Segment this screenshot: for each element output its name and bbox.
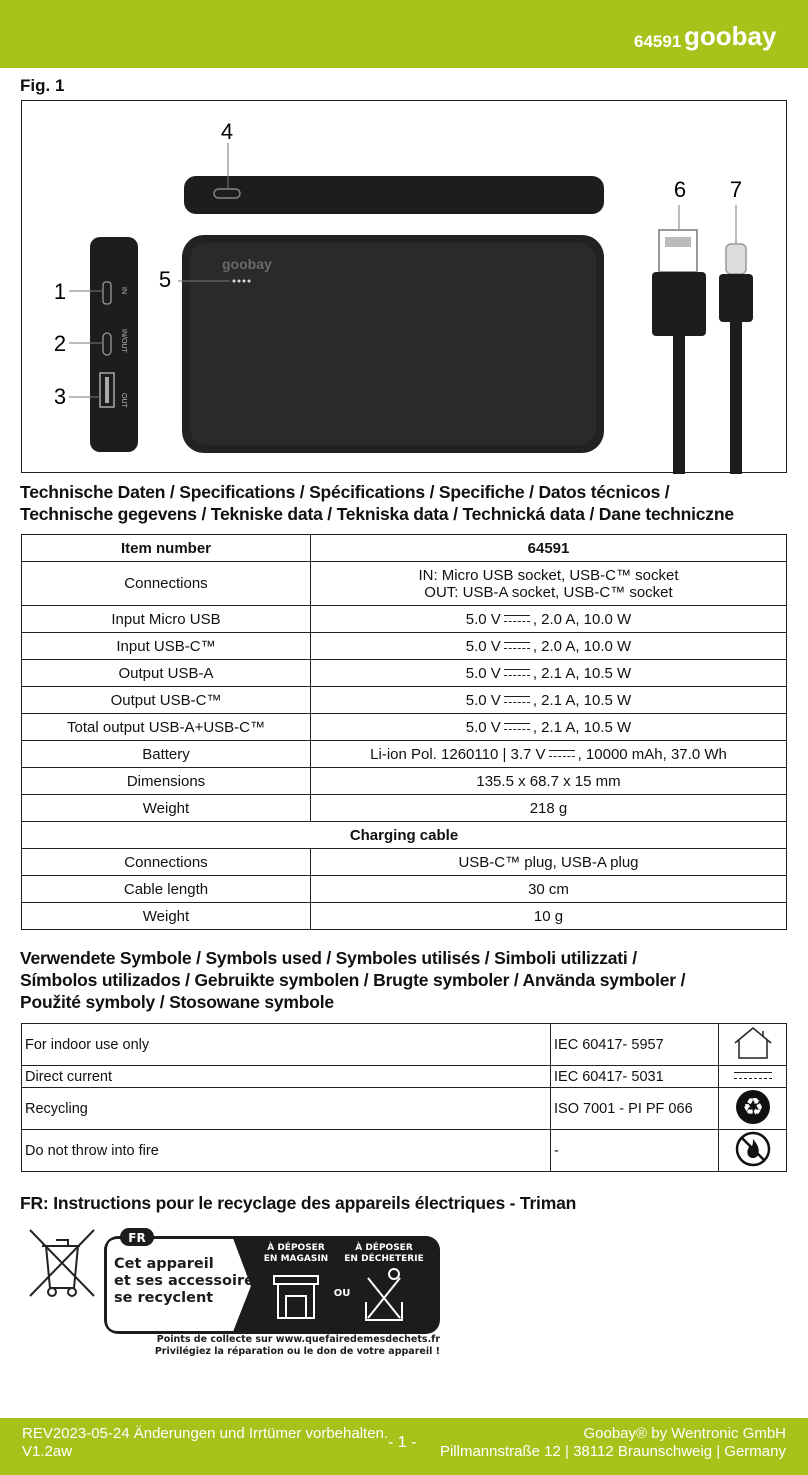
header-item-number: 64591 [634, 32, 682, 51]
svg-text:EN MAGASIN: EN MAGASIN [263, 1254, 329, 1264]
callout-2: 2 [53, 331, 67, 356]
callout-3: 3 [53, 384, 67, 409]
svg-text:et ses accessoires: et ses accessoires [114, 1273, 263, 1289]
port-label-inout: IN/OUT [120, 329, 127, 353]
callout-1: 1 [53, 279, 67, 304]
triman-logo [22, 1226, 442, 1356]
svg-text:Cet appareil: Cet appareil [114, 1256, 214, 1272]
usb-a-plug-icon [659, 230, 697, 272]
product-figure [21, 100, 787, 473]
callout-4: 4 [220, 119, 234, 144]
direct-current-icon [504, 723, 530, 730]
footer-left: REV2023-05-24 Änderungen und Irrtümer vorbehalten. V1.2aw [22, 1425, 389, 1460]
spec-table [21, 534, 787, 930]
direct-current-icon [549, 750, 575, 757]
cable-heading: Charging cable [22, 822, 787, 849]
page-number: - 1 - [388, 1434, 417, 1451]
svg-text:EN DÉCHETERIE: EN DÉCHETERIE [344, 1254, 424, 1264]
header-bar [0, 0, 808, 68]
product-illustration [22, 101, 788, 474]
svg-text:À DÉPOSER: À DÉPOSER [267, 1243, 325, 1253]
table-row: Output USB-A 5.0 V , 2.1 A, 10.5 W [22, 660, 787, 687]
table-row: Cable length 30 cm [22, 876, 787, 903]
table-row: Connections USB-C™ plug, USB-A plug [22, 849, 787, 876]
direct-current-icon [719, 1066, 787, 1088]
house-icon [719, 1024, 787, 1066]
table-row: Input USB-C™ 5.0 V , 2.0 A, 10.0 W [22, 633, 787, 660]
table-row: Weight 10 g [22, 903, 787, 930]
port-label-out: OUT [120, 393, 127, 408]
svg-text:OU: OU [333, 1288, 351, 1299]
table-row: Dimensions 135.5 x 68.7 x 15 mm [22, 768, 787, 795]
callout-7: 7 [729, 177, 743, 202]
usb-c-cable-body [719, 274, 753, 322]
table-row: For indoor use only IEC 60417- 5957 [22, 1024, 787, 1066]
no-fire-icon [719, 1130, 787, 1172]
usb-a-cable-body [652, 272, 706, 336]
direct-current-icon [504, 615, 530, 622]
powerbank-top-view [184, 176, 604, 214]
usb-c-plug-icon [726, 244, 746, 274]
crossed-bin-icon [30, 1230, 94, 1296]
svg-text:se recyclent: se recyclent [114, 1290, 214, 1306]
table-row: Direct current IEC 60417- 5031 [22, 1066, 787, 1088]
direct-current-icon [504, 669, 530, 676]
svg-text:À DÉPOSER: À DÉPOSER [355, 1243, 413, 1253]
led-indicator [233, 280, 236, 283]
table-row: Item number 64591 [22, 535, 787, 562]
table-row [22, 822, 787, 849]
symbols-table [21, 1023, 787, 1172]
device-logo: goobay [222, 256, 272, 272]
figure-label: Fig. 1 [20, 76, 65, 95]
symbols-heading: Verwendete Symbole / Symbols used / Symboles utilisés / Simboli utilizzati / Símbolos utilizados / Gebruikte symbolen / Brugte symboler / Använda symboler / Použité symboly / Stosowane symbole [20, 948, 686, 1012]
powerbank-side-view [90, 237, 138, 452]
callout-6: 6 [673, 177, 687, 202]
table-row: Do not throw into fire - [22, 1130, 787, 1172]
table-row: Output USB-C™ 5.0 V , 2.1 A, 10.5 W [22, 687, 787, 714]
direct-current-icon [504, 642, 530, 649]
triman-heading: FR: Instructions pour le recyclage des appareils électriques - Triman [20, 1193, 577, 1213]
svg-text:Privilégiez la réparation ou l: Privilégiez la réparation ou le don de votre appareil ! [154, 1346, 440, 1356]
triman-fr-badge: FR [128, 1231, 146, 1245]
table-row: Recycling ISO 7001 - PI PF 066 ♻ [22, 1088, 787, 1130]
brand-logo: goobay [684, 21, 777, 51]
callout-5: 5 [158, 267, 172, 292]
footer-right: Goobay® by Wentronic GmbH Pillmannstraße 12 | 38112 Braunschweig | Germany [439, 1425, 786, 1460]
direct-current-icon [504, 696, 530, 703]
port-label-in: IN [120, 287, 127, 294]
table-row: Input Micro USB 5.0 V , 2.0 A, 10.0 W [22, 606, 787, 633]
table-row: Connections IN: Micro USB socket, USB-C™ socket OUT: USB-A socket, USB-C™ socket [22, 562, 787, 606]
table-row: Total output USB-A+USB-C™ 5.0 V , 2.1 A, 10.5 W [22, 714, 787, 741]
svg-text:Points de collecte sur www.que: Points de collecte sur www.quefairedemesdechets.fr [156, 1334, 440, 1345]
svg-text:♻: ♻ [741, 1092, 764, 1121]
recycling-icon [719, 1088, 787, 1130]
footer-bar [0, 1418, 808, 1475]
table-row: Weight 218 g [22, 795, 787, 822]
spec-heading: Technische Daten / Specifications / Spécifications / Specifiche / Datos técnicos / Technische gegevens / Tekniske data / Tekniska data / Technická data / Dane techniczne [20, 482, 734, 524]
table-row: Battery Li-ion Pol. 1260110 | 3.7 V , 10000 mAh, 37.0 Wh [22, 741, 787, 768]
